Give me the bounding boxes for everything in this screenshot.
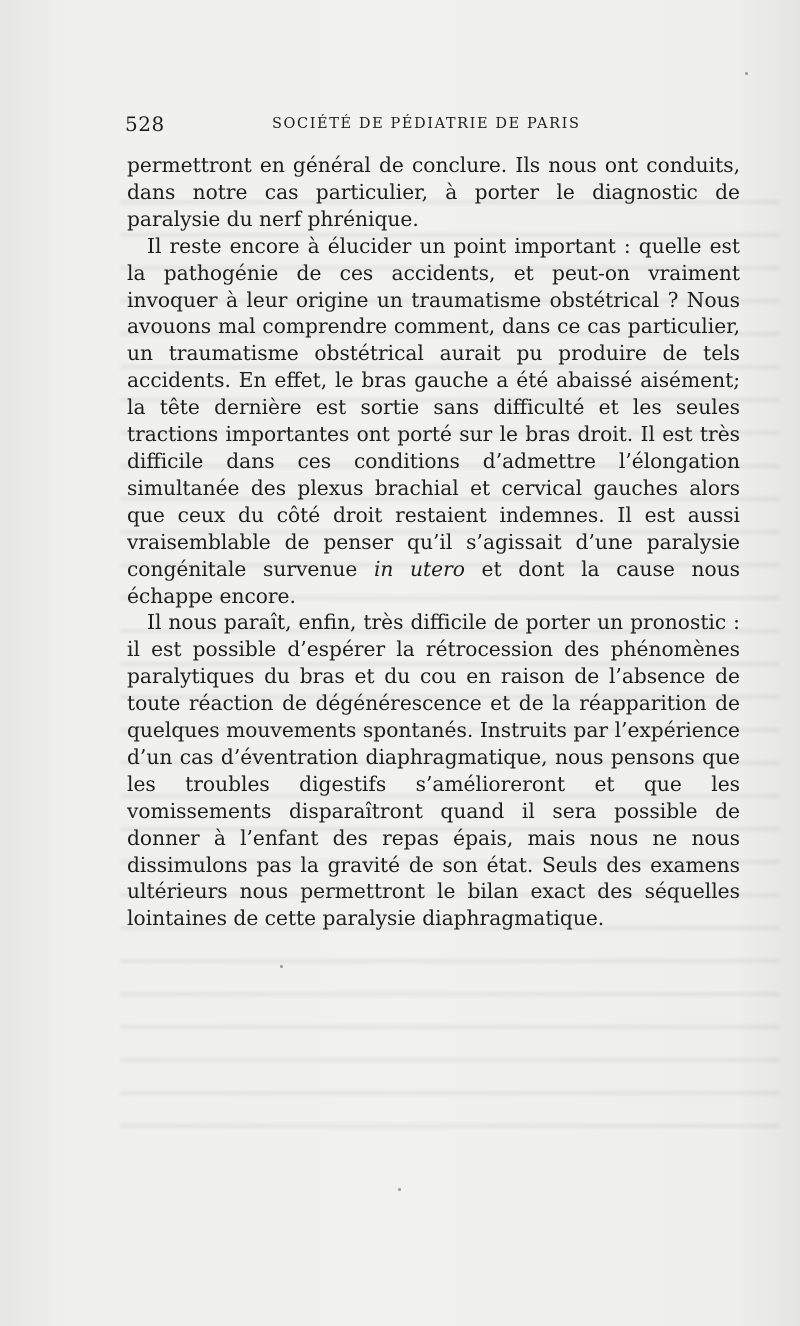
paragraph-2 [127,233,740,610]
paragraph-2-after: et dont la cause nous échappe encore. [127,556,740,608]
page-header [125,112,737,142]
paragraph-1-text: permettront en général de conclure. Ils nous ont conduits, dans notre cas particulier, à porter le diagnostic de paralysie du nerf phrénique. [127,153,740,231]
paragraph-3 [127,609,740,932]
paragraph-1 [127,152,740,233]
paragraph-2-italic: in utero [373,556,465,581]
body-text [127,152,740,932]
paper-speck [745,72,748,75]
paragraph-3-text: Il nous paraît, enfin, très difficile de porter un pronostic : il est possible d’espérer la rétrocession des phénomènes paralytiques du bras et du cou en raison de l’absence de toute réaction de dégénérescence et de la réapparition de quelques mouvements spontanés. Instruits par l’expérience d’un cas d’éventration diaphragmatique, nous pensons que les troubles digestifs s’amélioreront et que les vomissements disparaîtront quand il sera possible de donner à l’enfant des repas épais, mais nous ne nous dissimulons pas la gravité de son état. Seuls des examens ultérieurs nous permettront le bilan exact des séquelles lointaines de cette paralysie diaphragmatique. [127,610,740,931]
paragraph-2-text: Il reste encore à élucider un point important : quelle est la pathogénie de ces accidents, et peut-on vraiment invoquer à leur origine un traumatisme obstétrical ? Nous avouons mal comprendre comment, dans ce cas particulier, un traumatisme obstétrical aurait pu produire de tels accidents. En effet, le bras gauche a été abaissé aisément; la tête dernière est sortie sans difficulté et les seules tractions importantes ont porté sur le bras droit. Il est très difficile dans ces conditions d’admettre l’élongation simultanée des plexus brachial et cervical gauches alors que ceux du côté droit restaient indemnes. Il est aussi vraisemblable de penser qu’il s’agissait d’une paralysie congénitale survenue [127,233,740,581]
running-head: SOCIÉTÉ DE PÉDIATRIE DE PARIS [272,116,581,132]
paper-speck [280,965,283,968]
paper-speck [398,1188,401,1191]
page-number: 528 [125,112,165,136]
